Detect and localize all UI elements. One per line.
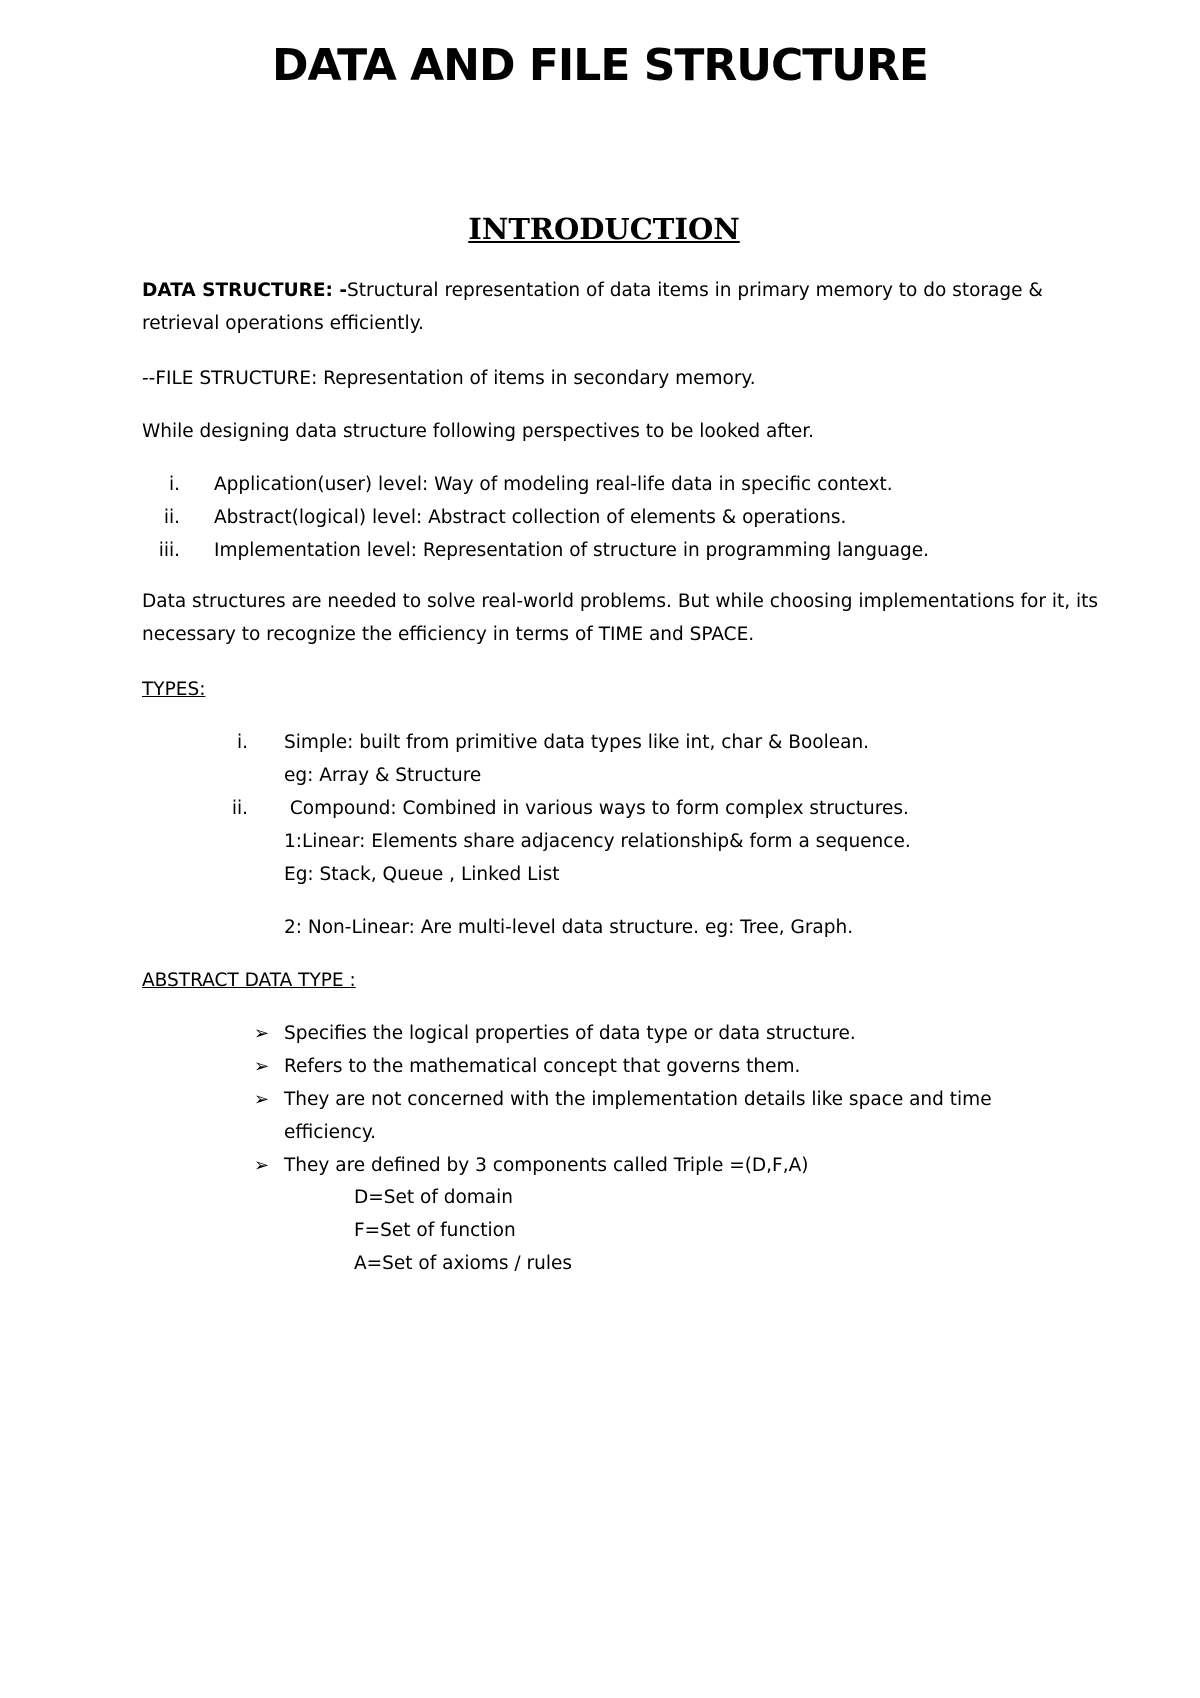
type-simple <box>142 726 1102 792</box>
perspectives-intro: While designing data structure following perspectives to be looked after. <box>142 421 815 442</box>
triple-function: F=Set of function <box>354 1220 516 1241</box>
list-item-text: Implementation level: Representation of structure in programming language. <box>214 540 930 561</box>
list-numeral: i. <box>168 474 180 495</box>
data-structure-label: DATA STRUCTURE: - <box>142 280 348 301</box>
type-simple-description: Simple: built from primitive data types like int, char & Boolean. <box>284 732 870 753</box>
type-compound-description: Compound: Combined in various ways to form complex structures. <box>284 798 909 819</box>
type-simple-example: eg: Array & Structure <box>284 765 482 786</box>
efficiency-paragraph: Data structures are needed to solve real-world problems. But while choosing implementations for it, its necessary to recognize the efficiency in terms of TIME and SPACE. <box>142 591 1099 645</box>
arrow-bullet-icon: ➢ <box>254 1023 270 1044</box>
list-item <box>142 534 1102 567</box>
list-item <box>142 468 1102 501</box>
spacer <box>284 891 1102 911</box>
list-numeral: ii. <box>163 507 180 528</box>
list-item-text: Abstract(logical) level: Abstract collection of elements & operations. <box>214 507 847 528</box>
list-numeral: i. <box>236 732 248 753</box>
arrow-bullet-icon: ➢ <box>254 1155 270 1176</box>
list-item <box>142 1149 1102 1182</box>
data-structure-text: Structural representation of data items in primary memory to do storage & retrieval operations efficiently. <box>142 280 1043 334</box>
adt-points-list <box>142 1017 1102 1182</box>
type-linear-example: Eg: Stack, Queue , Linked List <box>284 864 560 885</box>
list-item-text: Application(user) level: Way of modeling real-life data in specific context. <box>214 474 893 495</box>
section-heading: INTRODUCTION <box>468 212 740 246</box>
file-structure-definition: --FILE STRUCTURE: Representation of items in secondary memory. <box>142 368 756 389</box>
triple-axioms: A=Set of axioms / rules <box>354 1253 573 1274</box>
data-structure-definition <box>142 274 1102 340</box>
types-heading: TYPES: <box>142 679 206 700</box>
type-compound <box>142 792 1102 944</box>
list-item <box>142 1083 1102 1149</box>
list-numeral: ii. <box>231 798 248 819</box>
list-item <box>142 1017 1102 1050</box>
triple-components <box>354 1181 572 1280</box>
type-linear-description: 1:Linear: Elements share adjacency relationship& form a sequence. <box>284 831 911 852</box>
document-title: DATA AND FILE STRUCTURE <box>272 40 928 91</box>
adt-point-text: Specifies the logical properties of data type or data structure. <box>284 1023 856 1044</box>
arrow-bullet-icon: ➢ <box>254 1089 270 1110</box>
list-item <box>142 1050 1102 1083</box>
list-numeral: iii. <box>158 540 180 561</box>
adt-point-text: They are defined by 3 components called Triple =(D,F,A) <box>284 1155 809 1176</box>
adt-point-text: They are not concerned with the implementation details like space and time efficiency. <box>284 1089 992 1143</box>
type-nonlinear-description: 2: Non-Linear: Are multi-level data structure. eg: Tree, Graph. <box>284 917 854 938</box>
adt-point-text: Refers to the mathematical concept that governs them. <box>284 1056 801 1077</box>
arrow-bullet-icon: ➢ <box>254 1056 270 1077</box>
perspectives-list <box>142 468 1102 567</box>
types-list <box>142 726 1102 944</box>
list-item <box>142 501 1102 534</box>
adt-heading: ABSTRACT DATA TYPE : <box>142 970 356 991</box>
triple-domain: D=Set of domain <box>354 1187 514 1208</box>
